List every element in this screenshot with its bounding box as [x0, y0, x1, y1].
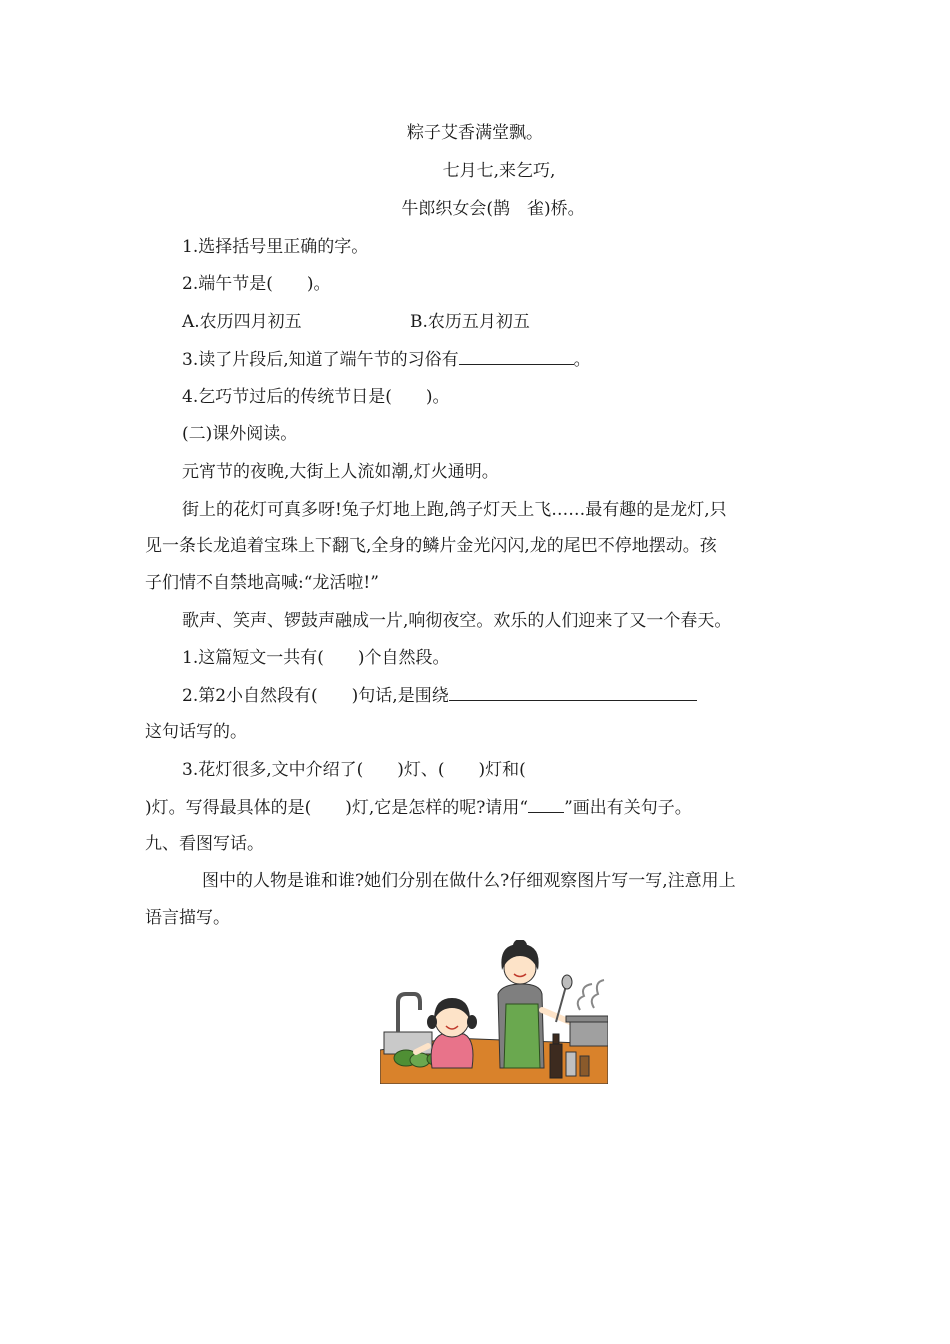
reading-paragraph-3: 歌声、笑声、锣鼓声融成一片,响彻夜空。欢乐的人们迎来了又一个春天。	[182, 611, 732, 631]
part1-question-4: 4.乞巧节过后的传统节日是( )。	[182, 387, 450, 407]
part2-heading: (二)课外阅读。	[182, 424, 298, 444]
part1-question-3-end: 。	[573, 350, 591, 370]
answer-blank[interactable]	[459, 347, 574, 365]
part2-question-3-text: )灯。写得最具体的是( )灯,它是怎样的呢?请用“	[145, 798, 529, 818]
reading-paragraph-2-line-3: 子们情不自禁地高喊:“龙活啦!”	[145, 573, 379, 593]
poem-line-1: 粽子艾香满堂飘。	[407, 123, 543, 143]
part2-question-2-text: 2.第2小自然段有( )句话,是围绕	[182, 686, 449, 706]
part1-question-3	[182, 347, 591, 372]
part2-question-2	[182, 683, 697, 708]
part1-question-1: 1.选择括号里正确的字。	[182, 237, 369, 257]
part1-question-3-text: 3.读了片段后,知道了端午节的习俗有	[182, 350, 459, 370]
reading-paragraph-1: 元宵节的夜晚,大街上人流如潮,灯火通明。	[182, 462, 499, 482]
part2-question-3-line-2	[145, 795, 692, 820]
part1-option-b[interactable]: B.农历五月初五	[410, 312, 530, 332]
part9-instruction-line-1: 图中的人物是谁和谁?她们分别在做什么?仔细观察图片写一写,注意用上	[202, 871, 736, 891]
reading-paragraph-2-line-1: 街上的花灯可真多呀!兔子灯地上跑,鸽子灯天上飞……最有趣的是龙灯,只	[182, 500, 727, 520]
part9-heading: 九、看图写话。	[145, 834, 264, 854]
part2-question-3-end: ”画出有关句子。	[564, 798, 692, 818]
poem-line-3: 牛郎织女会(鹊 雀)桥。	[401, 199, 585, 219]
poem-line-2: 七月七,来乞巧,	[442, 161, 556, 181]
reading-paragraph-2-line-2: 见一条长龙追着宝珠上下翻飞,全身的鳞片金光闪闪,龙的尾巴不停地摆动。孩	[145, 536, 717, 556]
kitchen-illustration	[380, 940, 608, 1084]
answer-blank[interactable]	[449, 683, 697, 701]
part9-instruction-line-2: 语言描写。	[145, 908, 230, 928]
part2-question-3-line-1: 3.花灯很多,文中介绍了( )灯、( )灯和(	[182, 760, 526, 780]
part1-option-a[interactable]: A.农历四月初五	[182, 312, 302, 332]
part2-question-2-continued: 这句话写的。	[145, 722, 247, 742]
part1-question-2: 2.端午节是( )。	[182, 274, 331, 294]
part2-question-1: 1.这篇短文一共有( )个自然段。	[182, 648, 450, 668]
underline-sample	[528, 795, 564, 813]
